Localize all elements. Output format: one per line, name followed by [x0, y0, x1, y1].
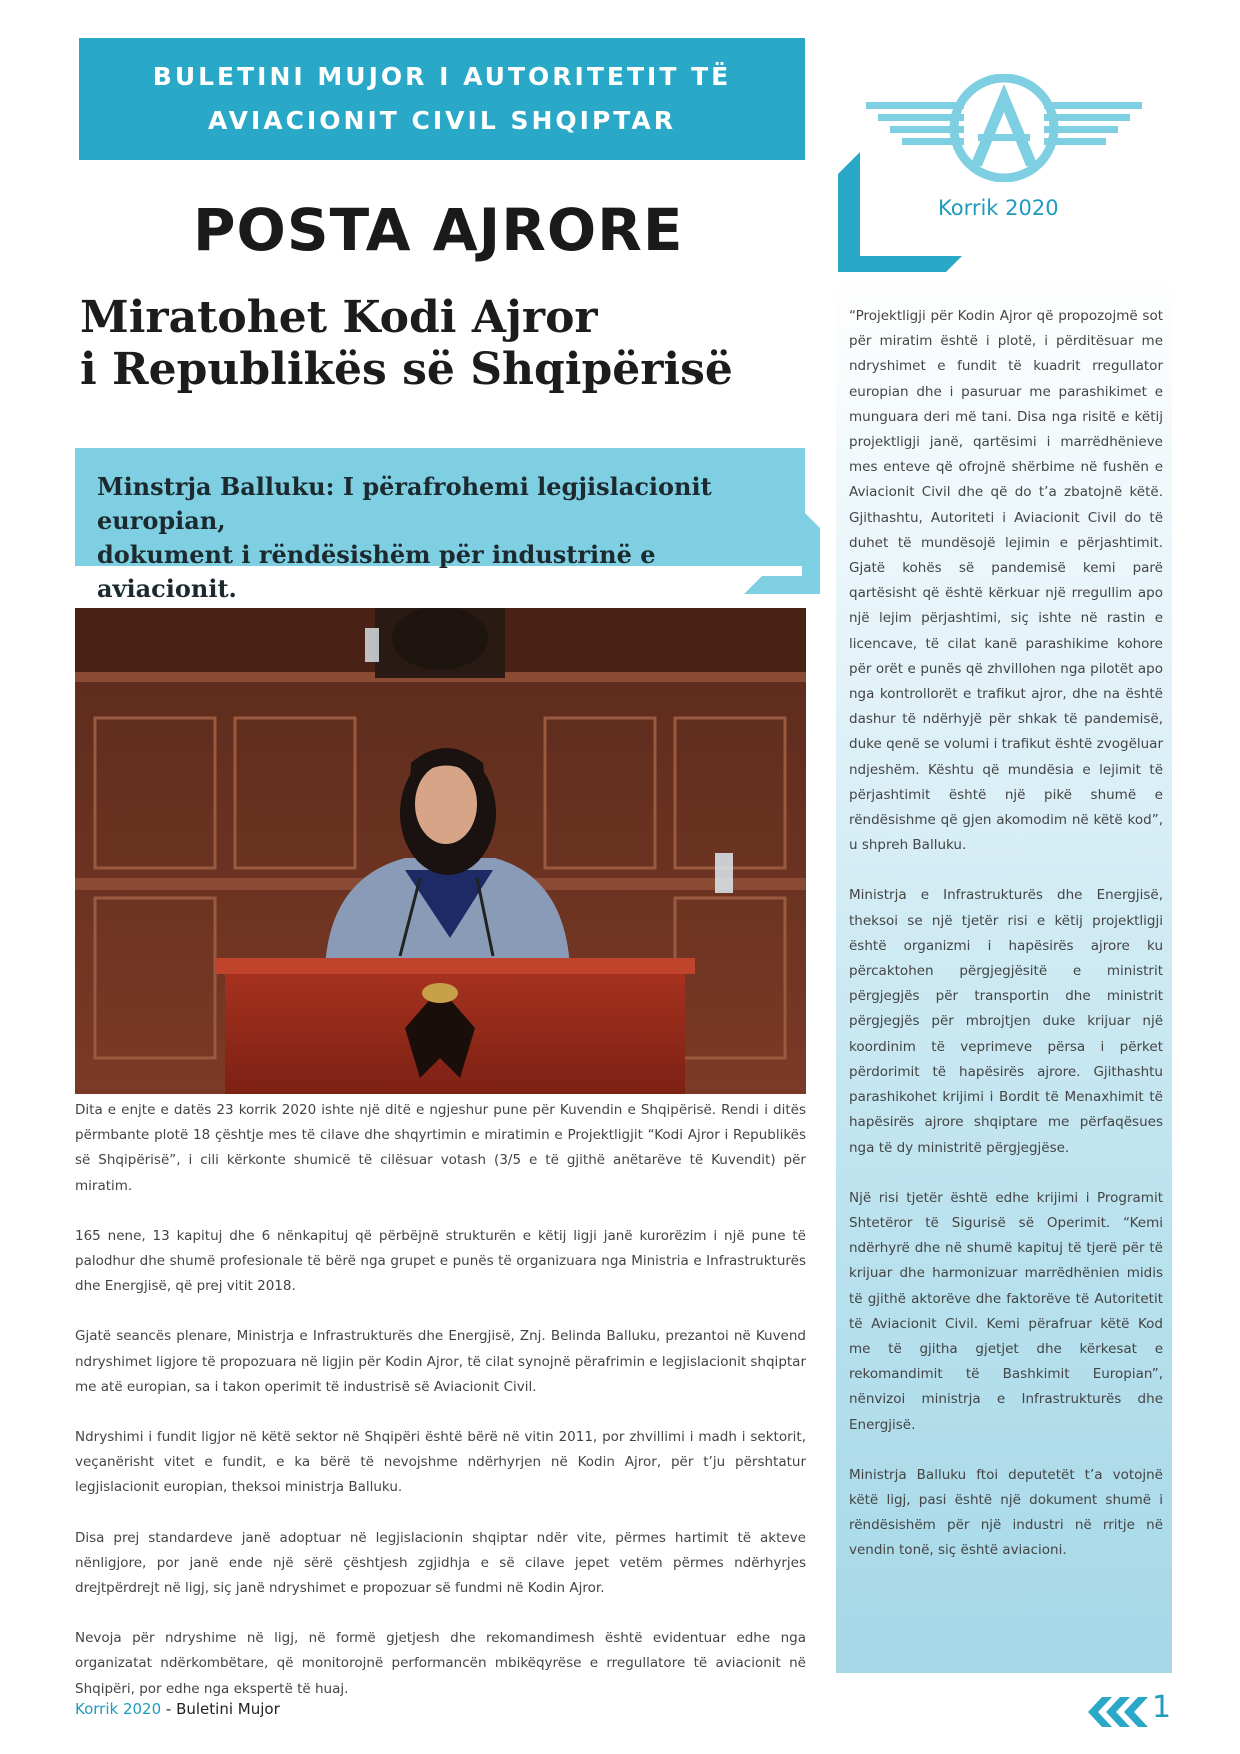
subheadline-box: [75, 448, 805, 603]
parliament-speaker-photo: [75, 608, 806, 1094]
subheadline: [97, 470, 797, 606]
article-headline: [80, 292, 780, 396]
chevrons-left-icon: [1088, 1697, 1150, 1727]
headline-line-1: Miratohet Kodi Ajror: [80, 292, 598, 343]
sidebar-paragraph: Një risi tjetër është edhe krijimi i Programit Shtetëror të Sigurisë së Operimit. “Kemi ndërhyrë dhe në shumë kapituj të tjerë për të krijuar dhe harmonizuar marrëdhënien midis të gjithë aktorëve dhe faktorëve të Autoritetit të Aviacionit Civil. Kemi përafruar këtë Kod me të gjitha gjetjet dhe kërkesat e rekomandimit të Bashkimit Europian”, nënvizoi ministrja e Infrastrukturës dhe Energjisë.: [849, 1189, 1163, 1433]
article-paragraph: Disa prej standardeve janë adoptuar në legjislacionin shqiptar ndër vite, përmes hartimit të akteve nënligjore, por janë ende një sërë çështjesh zgjidhja e së cilave jepet vetëm përmes ndërhyrjes drejtpërdrejt në ligj, siç janë ndryshimet e propozuar së fundmi në Kodin Ajror.: [75, 1529, 806, 1597]
headline-line-2: i Republikës së Shqipërisë: [80, 344, 733, 395]
sidebar-paragraph: Ministrja Balluku ftoi deputetët t’a votojnë këtë ligj, pasi është një dokument shumë i rëndësishëm për një industri në rritje në vendin tonë, siç është aviacioni.: [849, 1466, 1163, 1559]
article-paragraph: 165 nene, 13 kapituj dhe 6 nënkapituj që përbëjnë strukturën e këtij ligji janë kurorëzim i një pune të palodhur dhe shumë profesionale të bërë nga grupet e punës të organizuara nga Ministria e Infrastrukturës dhe Energjisë, që prej vitit 2018.: [75, 1227, 806, 1295]
subheadline-line-2: dokument i rëndësishëm për industrinë e aviacionit.: [97, 540, 656, 603]
article-body: [75, 1098, 806, 1727]
article-paragraph: Ndryshimi i fundit ligjor në këtë sektor në Shqipëri është bërë në vitin 2011, por zhvillimi i madh i sektorit, veçanërisht vitet e fundit, e ka bërë të nevojshme ndërhyrjen në Kodin Ajror, për t’ju përshtatur legjislacionit europian, theksoi ministrja Balluku.: [75, 1429, 806, 1496]
issue-date: Korrik 2020: [938, 196, 1059, 220]
page-number: 1: [1152, 1690, 1172, 1725]
masthead-title: POSTA AJRORE: [193, 196, 684, 264]
subheadline-corner-decoration: [744, 510, 820, 594]
article-paragraph: Gjatë seancës plenare, Ministrja e Infrastrukturës dhe Energjisë, Znj. Belinda Balluku, prezantoi në Kuvend ndryshimet ligjore të propozuara në ligjin për Kodin Ajror, të cilat synojnë përafrimin e legjislacionit shqiptar me atë europian, sa i takon operimit të industrisë së Aviacionit Civil.: [75, 1328, 806, 1395]
header-banner: [79, 38, 805, 160]
footer-date: Korrik 2020: [75, 1700, 162, 1718]
footer-title: Buletini Mujor: [176, 1700, 280, 1718]
footer-separator: -: [161, 1700, 177, 1718]
subheadline-line-1: Minstrja Balluku: I përafrohemi legjislacionit europian,: [97, 472, 712, 535]
header-line-1: BULETINI MUJOR I AUTORITETIT TË: [152, 62, 732, 91]
header-line-2: AVIACIONIT CIVIL SHQIPTAR: [208, 106, 676, 135]
article-paragraph: Nevoja për ndryshime në ligj, në formë gjetjesh dhe rekomandimesh është evidentuar edhe nga organizatat ndërkombëtare, që monitorojnë performancën mbikëqyrëse e rregullatore të aviacionit në Shqipëri, por edhe nga ekspertë të huaj.: [75, 1630, 806, 1697]
sidebar-paragraph: “Projektligji për Kodin Ajror që propozojmë sot për miratim është i plotë, i përditësuar me ndryshimet e fundit të kuadrit rregullator europian dhe i pasuruar me parashikimet e munguara deri më tani. Disa nga risitë e këtij projektligji janë, qartësimi i marrëdhënieve mes enteve që ofrojnë shërbime në fushën e Aviacionit Civil dhe që do t’a zbatojnë këtë. Gjithashtu, Autoriteti i Aviacionit Civil do të duhet të mundësojë lejimin e përjashtimit. Gjatë kohës së pandemisë kemi parë qartësisht që është kërkuar një rregullim apo një lejim përjashtimi, siç ishte në rastin e licencave, të cilat kanë parashikime kohore për orët e punës që zhvillohen nga pilotët apo nga kontrollorët e trafikut ajror, dhe na është dashur të ndërhyjë për shkak të pandemisë, duke qenë se volumi i trafikut është zvogëluar ndjeshëm. Kështu që mundësia e lejimit të përjashtimit është një pikë shumë e rëndësishme që gjen akomodim në këtë kod”, u shpreh Balluku.: [849, 308, 1163, 854]
sidebar-paragraph: Ministrja e Infrastrukturës dhe Energjisë, theksoi se një tjetër risi e këtij projektligji është organizmi i hapësirës ajrore ku përcaktohen përgjegjësitë e ministrit përgjegjës për transportin dhe ministrit përgjegjës për mbrojtjen duke krijuar një koordinim të veprimeve përsa i përket përdorimit të hapësirës ajrore. Gjithashtu parashikohet krijimi i Bordit të Menaxhimit të hapësirës ajrore shqiptare me përfaqësues nga të dy ministritë përgjegjëse.: [849, 887, 1163, 1156]
article-paragraph: Dita e enjte e datës 23 korrik 2020 ishte një ditë e ngjeshur pune për Kuvendin e Shqipërisë. Rendi i ditës përmbante plotë 18 çështje mes të cilave dhe shqyrtimin e miratimin e Projektligjit “Kodi Ajror i Republikës së Shqipërisë”, i cili kërkonte shumicë të cilësuar votash (3/5 e të gjithë anëtarëve të Kuvendit) për miratim.: [75, 1102, 806, 1194]
footer-label: [75, 1700, 280, 1718]
sidebar-column: [849, 304, 1163, 1589]
